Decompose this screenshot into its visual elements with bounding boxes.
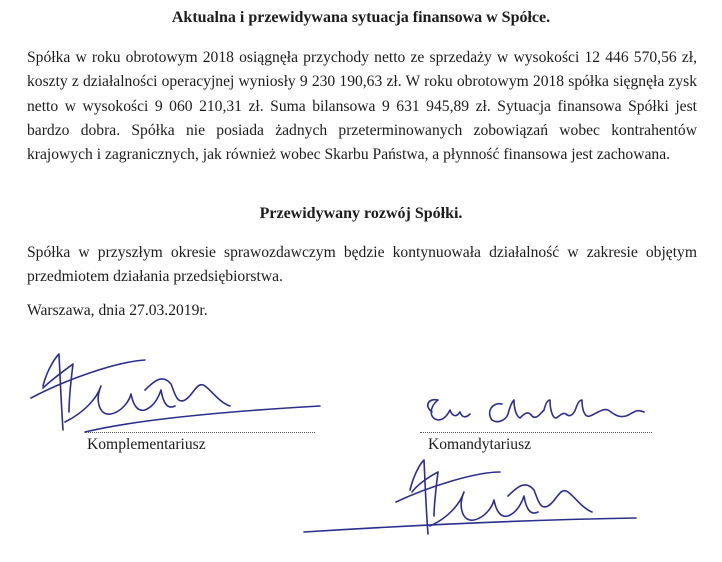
paragraph-financial-situation: Spółka w roku obrotowym 2018 osiągnęła przychody netto ze sprzedaży w wysokości 12 446 570,56 zł, koszty z działalności operacyjnej wyniosły 9 230 190,63 zł. W roku obrotowym 2018 spółka sięgnęła zysk netto w wysokości 9 060 210,31 zł. Suma bilansowa 9 631 945,89 zł. Sytuacja finansowa Spółki jest bardzo dobra. Spółka nie posiada żadnych przeterminowanych zobowiązań wobec kontrahentów krajowych i zagranicznych, jak również wobec Skarbu Państwa, a płynność finansowa jest zachowana.	[27, 49, 697, 164]
heading-development: Przewidywany rozwój Spółki.	[259, 205, 463, 222]
place-and-date: Warszawa, dnia 27.03.2019r.	[27, 302, 208, 319]
signature-line-left	[85, 432, 315, 433]
signature-line-right	[420, 432, 652, 433]
signature-right-second-image	[300, 450, 640, 540]
paragraph-development: Spółka w przyszłym okresie sprawozdawczym będzie kontynuowała działalność w zakresie objętym przedmiotem działania przedsiębiorstwa.	[27, 244, 697, 286]
signature-label-left: Komplementariusz	[87, 436, 206, 453]
signature-label-right: Komandytariusz	[428, 436, 532, 453]
heading-financial-situation: Aktualna i przewidywana sytuacja finansowa w Spółce.	[171, 9, 551, 26]
signature-left-image	[25, 340, 325, 435]
signature-right-image	[420, 392, 660, 432]
